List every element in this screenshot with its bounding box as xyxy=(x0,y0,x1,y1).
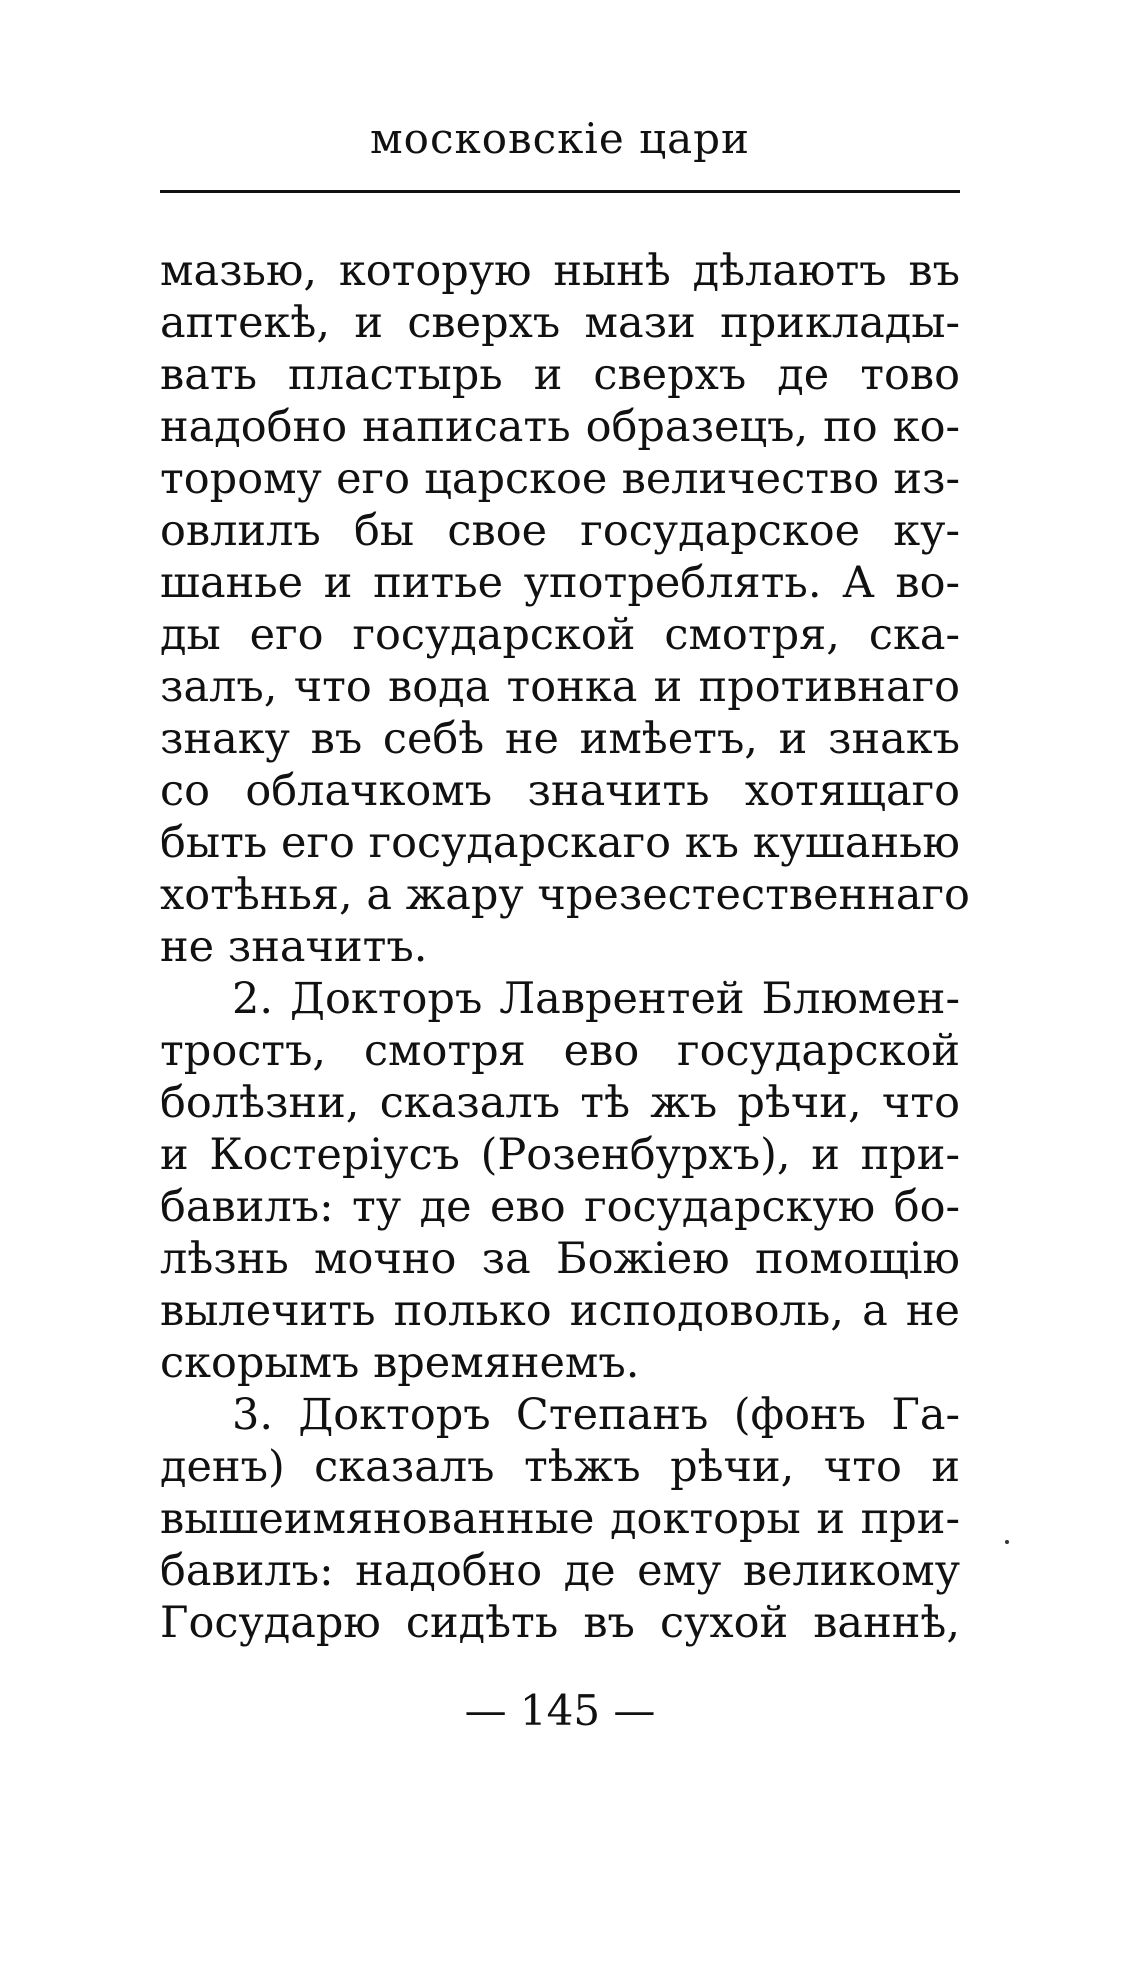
text-line: лѣзнь мочно за Божіею помощію xyxy=(160,1234,960,1284)
text-line: Государю сидѣть въ сухой ваннѣ, xyxy=(160,1598,960,1648)
text-line: аптекѣ, и сверхъ мази приклады- xyxy=(160,298,960,348)
text-line: вышеимянованные докторы и при- xyxy=(160,1494,960,1544)
text-line: бавилъ: ту де ево государскую бо- xyxy=(160,1182,960,1232)
print-speck xyxy=(1005,1540,1009,1544)
text-line: болѣзни, сказалъ тѣ жъ рѣчи, что xyxy=(160,1078,960,1128)
body-text xyxy=(160,245,970,1649)
text-line: вылечить полько исподоволь, а не xyxy=(160,1286,960,1336)
text-line: и Костеріусъ (Розенбурхъ), и при- xyxy=(160,1130,960,1180)
header-rule xyxy=(160,190,960,193)
text-line: тростъ, смотря ево государской xyxy=(160,1026,960,1076)
text-line: со облачкомъ значить хотящаго xyxy=(160,766,960,816)
text-line: надобно написать образецъ, по ко- xyxy=(160,402,960,452)
running-title: московскіе цари xyxy=(370,114,750,163)
text-line: шанье и питье употреблять. А во- xyxy=(160,558,960,608)
page-number: — 145 — xyxy=(464,1686,656,1735)
text-line: торому его царское величество из- xyxy=(160,454,960,504)
text-line: залъ, что вода тонка и противнаго xyxy=(160,662,960,712)
text-line: знаку въ себѣ не имѣетъ, и знакъ xyxy=(160,714,960,764)
paragraph-start-3: 3. Докторъ Степанъ (фонъ Га- xyxy=(232,1390,960,1440)
text-line: денъ) сказалъ тѣжъ рѣчи, что и xyxy=(160,1442,960,1492)
text-line: быть его государскаго къ кушанью xyxy=(160,818,960,868)
text-line: бавилъ: надобно де ему великому xyxy=(160,1546,960,1596)
text-line: овлилъ бы свое государское ку- xyxy=(160,506,960,556)
text-line: хотѣнья, а жару чрезестественнаго xyxy=(160,870,970,920)
text-line: вать пластырь и сверхъ де тово xyxy=(160,350,960,400)
text-line: скорымъ времянемъ. xyxy=(160,1338,640,1388)
paragraph-start-2: 2. Докторъ Лаврентей Блюмен- xyxy=(232,974,960,1024)
text-line: ды его государской смотря, ска- xyxy=(160,610,960,660)
text-line: не значитъ. xyxy=(160,922,428,972)
text-line: мазью, которую нынѣ дѣлаютъ въ xyxy=(160,246,960,296)
